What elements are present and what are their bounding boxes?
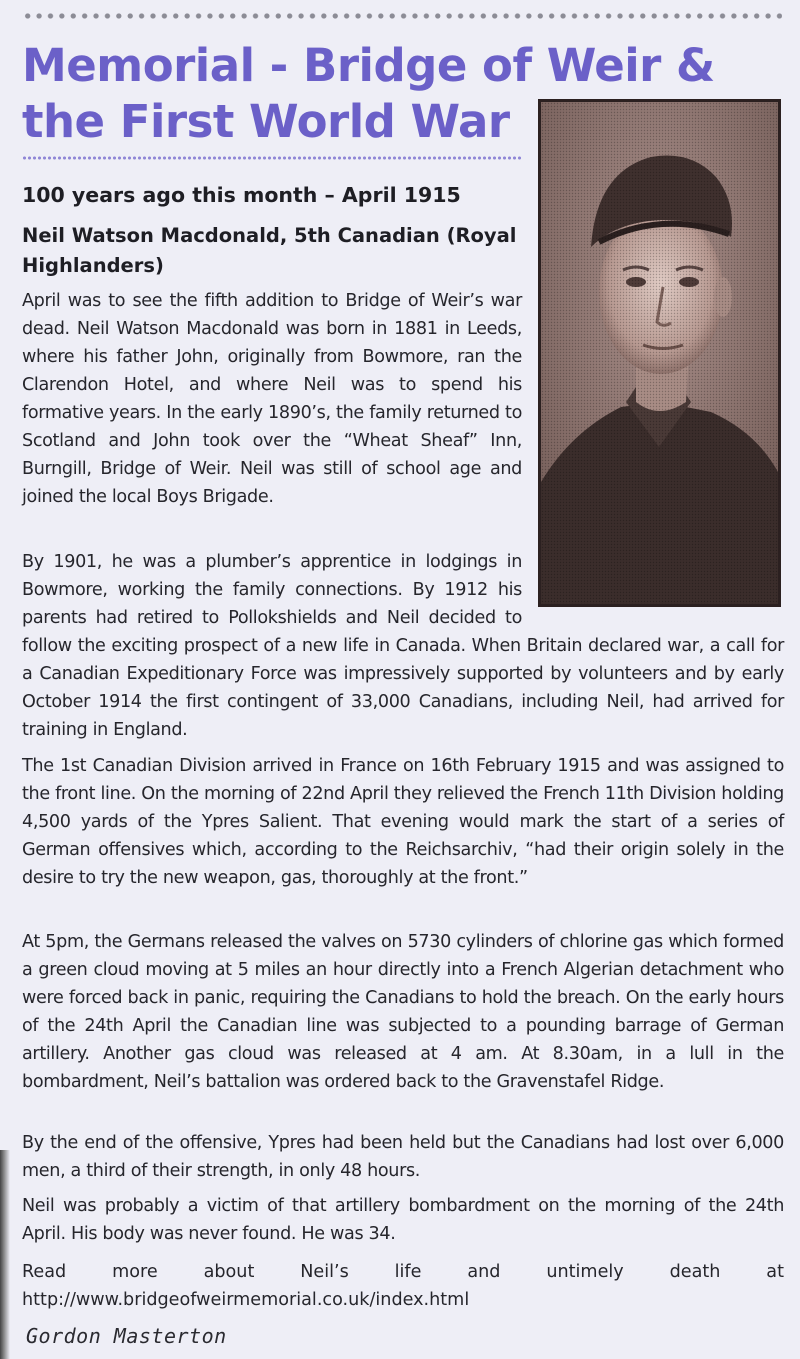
author-signature: Gordon Masterton [26, 1324, 227, 1348]
portrait-photo [538, 99, 781, 607]
paragraph-5: By the end of the offensive, Ypres had been held but the Canadians had lost over 6,000 men, a third of their strength, in only 48 hours. [22, 1133, 784, 1181]
paragraph-2-wrap [22, 548, 784, 744]
paragraph-2: By 1901, he was a plumber’s apprentice in lodgings in Bowmore, working the family connections. By 1912 his parents had retired to Pollokshields and Neil decided to follow the exciting prospect of a new life in Canada. When Britain declared war, a call for a Canadian Expeditionary Force was impressively supported by volunteers and by early October 1914 the first contingent of 33,000 Canadians, including Neil, had arrived for training in England. [22, 552, 784, 740]
paragraph-3: The 1st Canadian Division arrived in France on 16th February 1915 and was assigned to the front line. On the morning of 22nd April they relieved the French 11th Division holding 4,500 yards of the Ypres Salient. That evening would mark the start of a series of German offensives which, according to the Reichsarchiv, “had their origin solely in the desire to try the new weapon, gas, thoroughly at the front.” [22, 756, 784, 888]
person-heading: Neil Watson Macdonald, 5th Canadian (Royal Highlanders) [22, 224, 517, 277]
photo-wrap-spacer [522, 548, 784, 632]
article-title: Memorial - Bridge of Weir & the First World War [22, 39, 715, 148]
paragraph-6: Neil was probably a victim of that artillery bombardment on the morning of the 24th April. His body was never found. He was 34. [22, 1196, 784, 1244]
title-dotted-rule [22, 156, 522, 160]
portrait-photo-icon [541, 102, 778, 604]
paragraph-1: April was to see the fifth addition to Bridge of Weir’s war dead. Neil Watson Macdonald was born in 1881 in Leeds, where his father John, originally from Bowmore, ran the Clarendon Hotel, and where Neil was to spend his formative years. In the early 1890’s, the family returned to Scotland and John took over the “Wheat Sheaf” Inn, Burngill, Bridge of Weir. Neil was still of school age and joined the local Boys Brigade. [22, 291, 522, 507]
paragraph-7: Read more about Neil’s life and untimely death at http://www.bridgeofweirmemorial.co.uk/index.html [22, 1262, 784, 1310]
paragraph-4: At 5pm, the Germans released the valves on 5730 cylinders of chlorine gas which formed a green cloud moving at 5 miles an hour directly into a French Algerian detachment who were forced back in panic, requiring the Canadians to hold the breach. On the early hours of the 24th April the Canadian line was subjected to a pounding barrage of German artillery. Another gas cloud was released at 4 am. At 8.30am, in a lull in the bombardment, Neil’s battalion was ordered back to the Gravenstafel Ridge. [22, 932, 784, 1092]
article-subtitle: 100 years ago this month – April 1915 [22, 183, 461, 207]
top-dotted-rule [22, 12, 782, 20]
page-edge-shadow [0, 1150, 10, 1359]
